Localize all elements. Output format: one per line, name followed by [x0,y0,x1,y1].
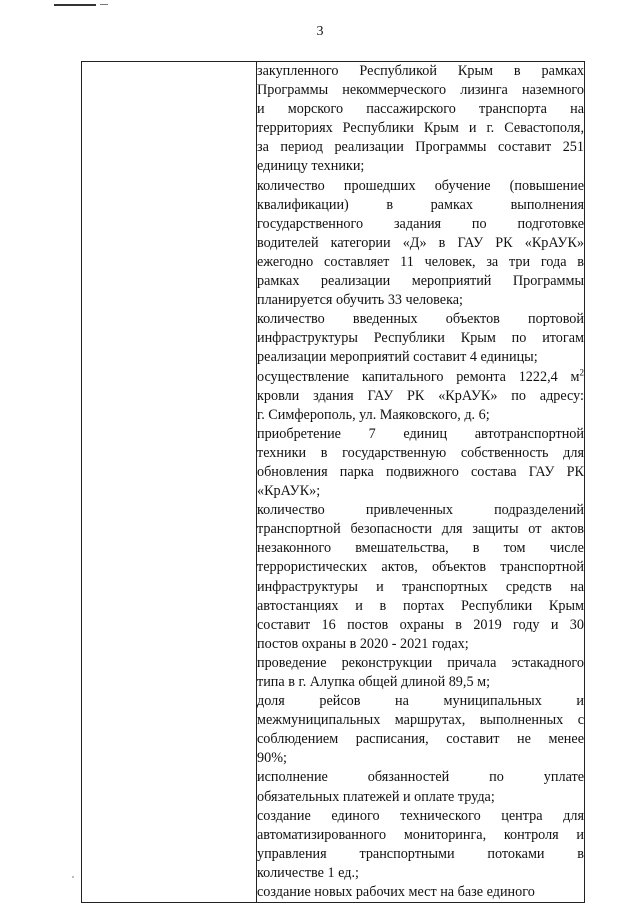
text-line: автоматизированного мониторинга, контроля и [257,826,584,843]
text-line: террористических актов, объектов транспортной [257,559,584,576]
paragraph [257,310,584,367]
text-line: 90%; [257,750,287,767]
text-line: создание новых рабочих мест на базе единого [257,884,535,901]
paragraph [257,425,584,501]
text-line: планируется обучить 33 человека; [257,292,463,309]
text-cell [257,62,585,903]
empty-left-cell [82,62,257,903]
text-line: Программы некоммерческого лизинга наземного [257,82,584,99]
text-line: государственного задания по подготовке [257,215,584,232]
text-line: постов охраны в 2020 - 2021 годах; [257,635,469,652]
content-table [81,61,585,903]
page-number: 3 [316,24,324,39]
scan-artifact-line [54,4,96,6]
text-line: типа в г. Алупка общей длиной 89,5 м; [257,674,491,690]
text-line: «КрАУК»; [257,483,321,500]
text-line: осуществление капитального ремонта 1222,4 $м^2$ [257,366,584,385]
paragraph [257,501,584,654]
text-line: закупленного Республикой Крым в рамках [257,63,584,79]
text-line: доля рейсов на муниципальных и [257,693,584,710]
text-line: инфраструктуры и транспортных средств на [257,578,584,595]
text-line: за период реализации Программы составит 251 [257,139,584,156]
text-line: управления транспортными потоками в [257,845,584,862]
text-line: единицу техники; [257,158,365,175]
text-line: инфраструктуры Республики Крым по итогам [257,330,584,347]
text-line: водителей категории «Д» в ГАУ РК «КрАУК» [257,234,584,251]
text-line: межмуниципальных маршрутах, выполненных с [257,712,584,729]
text-line: незаконного вмешательства, в том числе [257,540,584,557]
text-line: реализации мероприятий составит 4 единицы; [257,349,538,366]
superscript: 2 [579,366,584,377]
paragraph [257,368,584,425]
text-line: составит 16 постов охраны в 2019 году и 30 [257,616,584,633]
text-line: исполнение обязанностей по уплате [257,769,584,786]
paragraph [257,692,584,768]
scan-speck [72,876,74,878]
text-line: кровли здания ГАУ РК «КрАУК» по адресу: [257,387,584,404]
text-line: проведение реконструкции причала эстакадного [257,654,584,671]
scan-artifact-dash [100,4,108,5]
text-line: техники в государственную собственность для [257,444,584,461]
paragraph [257,883,584,902]
text-line: автостанциях и в портах Республики Крым [257,597,584,614]
text-line: и морского пассажирского транспорта на [257,101,584,118]
text-line: приобретение 7 единиц автотранспортной [257,425,584,442]
text-line: количество привлеченных подразделений [257,502,584,519]
text-line: соблюдением расписания, составит не менее [257,731,584,748]
text-line: обязательных платежей и оплате труда; [257,788,495,805]
text-line: рамках реализации мероприятий Программы [257,273,584,290]
text-line: количество введенных объектов портовой [257,311,584,328]
text-line: транспортной безопасности для защиты от актов [257,521,584,538]
table-row [82,62,585,903]
text-line: количестве 1 ед.; [257,864,359,881]
paragraph [257,177,584,311]
text-line: создание единого технического центра для [257,807,584,824]
paragraph [257,768,584,806]
text-line: территориях Республики Крым и г. Севастополя, [257,120,584,137]
text-line: количество прошедших обучение (повышение [257,177,584,194]
paragraph [257,62,584,177]
text-line: г. Симферополь, ул. Маяковского, д. 6; [257,406,490,423]
paragraph [257,654,584,692]
text-line: обновления парка подвижного состава ГАУ РК [257,463,584,480]
text-line: квалификации) в рамках выполнения [257,196,584,213]
paragraph [257,807,584,883]
text-line: ежегодно составляет 11 человек, за три года в [257,253,584,270]
paragraph-list [257,62,584,902]
